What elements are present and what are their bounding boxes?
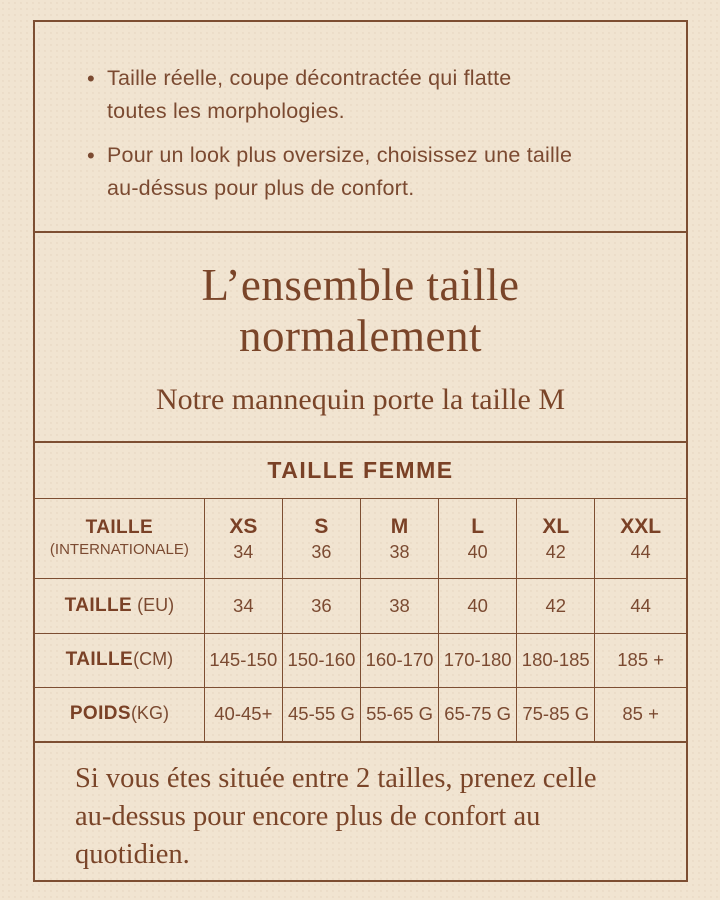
row-label-cell xyxy=(35,633,204,687)
table-cell: 180-185 xyxy=(517,633,595,687)
row-label: TAILLE xyxy=(85,516,154,538)
footer-note-section xyxy=(35,741,686,880)
row-label-cell xyxy=(35,579,204,633)
table-cell: 44 xyxy=(595,579,686,633)
fit-note-text: • Pour un look plus oversize, choisissez une taille xyxy=(107,143,573,167)
row-label: TAILLE xyxy=(65,649,134,671)
size-number: 42 xyxy=(545,542,566,563)
table-cell: 42 xyxy=(517,579,595,633)
table-cell: 160-170 xyxy=(360,633,438,687)
row-label-unit: (KG) xyxy=(130,703,169,724)
table-cell: 45-55 G xyxy=(282,687,360,741)
fit-note-item xyxy=(87,139,658,205)
size-table-section xyxy=(35,441,686,741)
heading-section xyxy=(35,231,686,441)
table-title: TAILLE FEMME xyxy=(35,443,686,499)
table-cell: 65-75 G xyxy=(439,687,517,741)
size-table xyxy=(35,443,686,741)
size-number: 34 xyxy=(233,542,254,563)
row-label: TAILLE xyxy=(64,595,133,617)
size-cell-xxl xyxy=(595,499,686,579)
size-letter: XS xyxy=(229,515,258,539)
row-label-unit: (EU) xyxy=(132,595,175,616)
table-row-eu xyxy=(35,579,686,633)
row-label-unit: (CM) xyxy=(133,649,174,670)
table-cell: 150-160 xyxy=(282,633,360,687)
table-row-cm xyxy=(35,633,686,687)
row-label-cell xyxy=(35,499,204,579)
table-cell: 38 xyxy=(360,579,438,633)
table-cell: 185 + xyxy=(595,633,686,687)
size-letter: XL xyxy=(542,515,570,539)
table-cell: 40-45+ xyxy=(204,687,282,741)
size-number: 36 xyxy=(311,542,332,563)
footer-note-text: quotidien. xyxy=(75,839,190,870)
table-cell: 55-65 G xyxy=(360,687,438,741)
page-title-line: normalement xyxy=(239,311,482,361)
size-cell-s xyxy=(282,499,360,579)
model-size-note: Notre mannequin porte la taille M xyxy=(155,383,566,416)
table-cell: 170-180 xyxy=(439,633,517,687)
size-number: 44 xyxy=(630,542,651,563)
size-number: 38 xyxy=(389,542,410,563)
size-cell-m xyxy=(360,499,438,579)
row-label: POIDS xyxy=(69,703,131,725)
fit-note-text: au-déssus pour plus de confort. xyxy=(107,176,415,200)
table-cell: 34 xyxy=(204,579,282,633)
page-title xyxy=(35,260,686,362)
size-letter: S xyxy=(314,515,329,539)
page-title-line: L’ensemble taille xyxy=(201,260,520,310)
footer-note-text: Si vous étes située entre 2 tailles, prenez celle xyxy=(75,763,597,794)
table-cell: 36 xyxy=(282,579,360,633)
size-cell-xl xyxy=(517,499,595,579)
fit-note-item xyxy=(87,62,658,128)
table-row-kg xyxy=(35,687,686,741)
size-cell-xs xyxy=(204,499,282,579)
table-row-international xyxy=(35,499,686,579)
row-label-sub: (INTERNATIONALE) xyxy=(49,540,189,558)
size-guide-card xyxy=(33,20,688,882)
fit-notes-section xyxy=(35,22,686,231)
size-letter: L xyxy=(471,515,485,539)
footer-note-text: au-dessus pour encore plus de confort au xyxy=(75,801,541,832)
fit-notes-list xyxy=(87,62,658,205)
table-cell: 145-150 xyxy=(204,633,282,687)
table-cell: 85 + xyxy=(595,687,686,741)
fit-note-text: • Taille réelle, coupe décontractée qui flatte xyxy=(107,66,512,90)
table-cell: 75-85 G xyxy=(517,687,595,741)
row-label-cell xyxy=(35,687,204,741)
size-letter: M xyxy=(390,515,409,539)
table-cell: 40 xyxy=(439,579,517,633)
size-letter: XXL xyxy=(620,515,662,539)
size-cell-l xyxy=(439,499,517,579)
fit-note-text: toutes les morphologies. xyxy=(107,99,345,123)
size-number: 40 xyxy=(467,542,488,563)
table-title-row xyxy=(35,443,686,499)
